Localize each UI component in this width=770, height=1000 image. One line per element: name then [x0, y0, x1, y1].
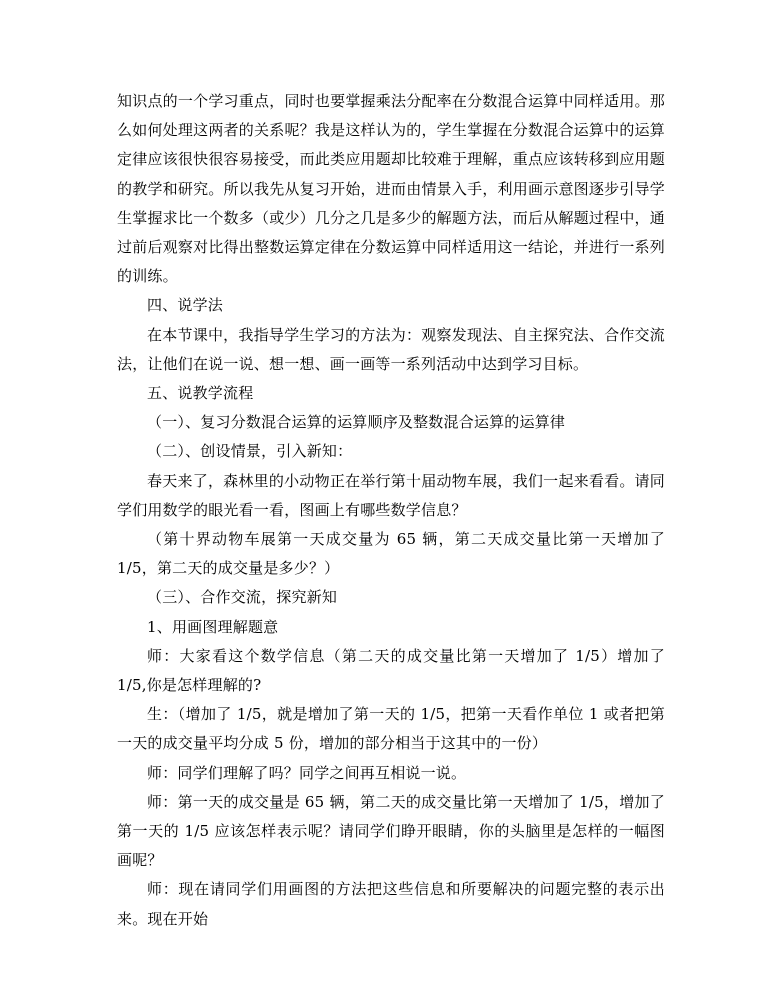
paragraph: （第十界动物车展第一天成交量为 65 辆，第二天成交量比第一天增加了 1/5，第二天的成交量是多少？）	[117, 530, 665, 578]
dialogue-teacher: 师：大家看这个数学信息（第二天的成交量比第一天增加了 1/5）增加了 1/5,你是怎样理解的?	[117, 646, 665, 695]
subheading-drawing: 1、用画图理解题意	[147, 617, 279, 636]
dialogue-student: 生：（增加了 1/5，就是增加了第一天的 1/5，把第一天看作单位 1 或者把第一天的成交量平均分成 5 份，增加的部分相当于这其中的一份）	[117, 705, 665, 753]
dialogue-teacher: 师：现在请同学们用画图的方法把这些信息和所要解决的问题完整的表示出来。现在开始	[117, 880, 665, 928]
section-heading-teaching-process: 五、说教学流程	[147, 384, 254, 403]
subheading-scenario: （二）、创设情景，引入新知：	[147, 442, 353, 461]
paragraph: 在本节课中，我指导学生学习的方法为：观察发现法、自主探究法、合作交流法，让他们在说一说、想一想、画一画等一系列活动中达到学习目标。	[117, 325, 665, 373]
paragraph: 知识点的一个学习重点，同时也要掌握乘法分配率在分数混合运算中同样适用。那么如何处理这两者的关系呢？我是这样认为的，学生掌握在分数混合运算中的运算定律应该很快很容易接受，而此类应用题却比较难于理解，重点应该转移到应用题的教学和研究。所以我先从复习开始，进而由情景入手，利用画示意图逐步引导学生掌握求比一个数多（或少）几分之几是多少的解题方法，而后从解题过程中，通过前后观察对比得出整数运算定律在分数运算中同样适用这一结论，并进行一系列的训练。	[117, 92, 665, 286]
section-heading-learning-method: 四、说学法	[147, 296, 224, 315]
dialogue-teacher: 师：同学们理解了吗？同学之间再互相说一说。	[147, 763, 467, 782]
paragraph: 春天来了，森林里的小动物正在举行第十届动物车展，我们一起来看看。请同学们用数学的眼光看一看，图画上有哪些数学信息？	[117, 471, 665, 519]
document-body	[117, 87, 665, 934]
subheading-cooperation: （三）、合作交流，探究新知	[147, 588, 338, 607]
dialogue-teacher: 师：第一天的成交量是 65 辆，第二天的成交量比第一天增加了 1/5，增加了第一天的 1/5 应该怎样表示呢？请同学们睁开眼睛，你的头脑里是怎样的一幅图画呢？	[117, 792, 665, 870]
subheading-review: （一）、复习分数混合运算的运算顺序及整数混合运算的运算律	[147, 413, 566, 432]
